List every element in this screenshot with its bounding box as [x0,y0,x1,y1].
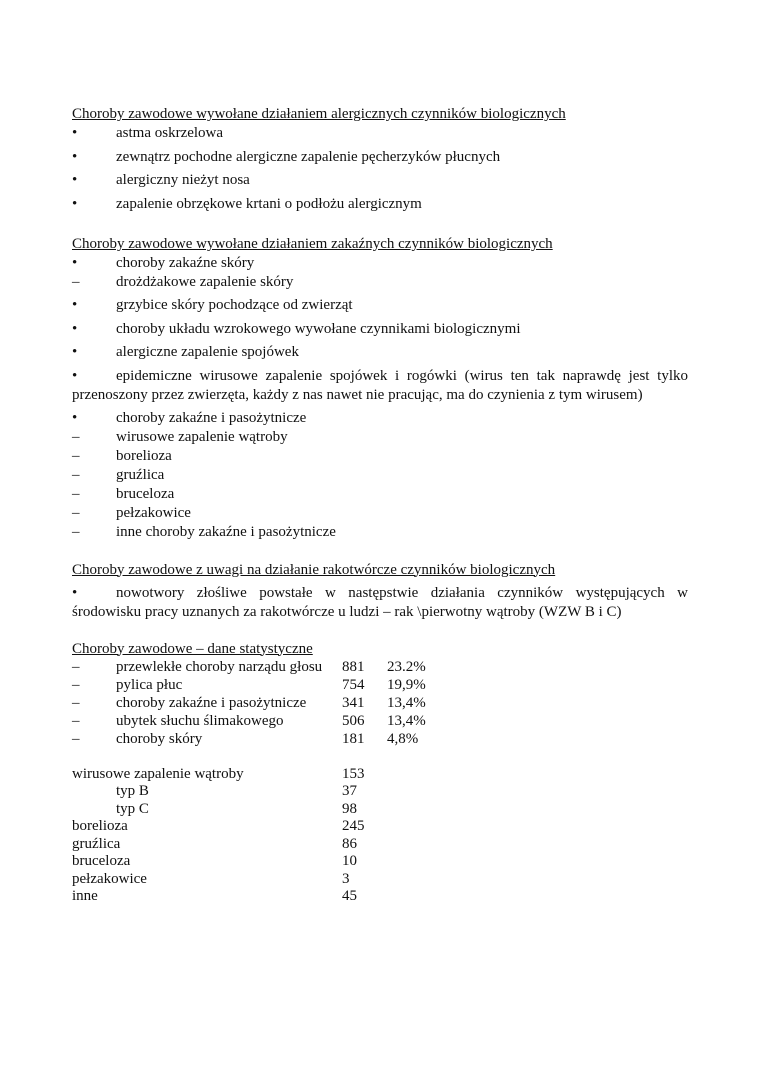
list-item [72,124,688,143]
stats-count: 506 [342,712,365,729]
list-item-text: drożdżakowe zapalenie skóry [116,274,294,290]
count-label: wirusowe zapalenie wątroby [72,765,244,782]
list-item [72,447,688,466]
count-value: 86 [342,835,357,852]
list-item [72,171,688,190]
bullet-mark: – [72,694,80,711]
bullet-mark: • [72,172,78,188]
list-item-text: alergiczne zapalenie spojówek [116,344,299,360]
stats-percent: 13,4% [387,694,426,711]
paragraph-text: epidemiczne wirusowe zapalenie spojówek i rogówki (wirus ten tak naprawdę jest tylko przenoszony przez zwierzęta, każdy z nas nawet nie pracując, ma do czynienia z tym wirusem) [72,367,688,403]
section-heading-allergic: Choroby zawodowe wywołane działaniem alergicznych czynników biologicznych [72,106,566,122]
count-label: typ B [116,783,149,799]
list-item [72,148,688,167]
count-row [72,871,688,889]
list-item [72,466,688,485]
stats-heading: Choroby zawodowe – dane statystyczne [72,640,313,657]
list-item-text: gruźlica [116,466,165,483]
list-item [72,296,688,315]
counts-table [72,766,688,906]
list-item-text: alergiczny nieżyt nosa [116,172,250,188]
stats-count: 181 [342,730,365,747]
list-item-text: bruceloza [116,485,175,502]
bullet-mark: • [72,367,78,384]
list-item [72,428,688,447]
stats-label: choroby zakaźne i pasożytnicze [116,694,307,711]
list-item-text: grzybice skóry pochodzące od zwierząt [116,297,353,313]
bullet-mark: – [72,485,80,502]
list-item-text: zewnątrz pochodne alergiczne zapalenie pęcherzyków płucnych [116,148,501,165]
carcinogenic-paragraph [72,584,688,622]
stats-percent: 19,9% [387,676,426,693]
count-value: 153 [342,765,365,782]
bullet-mark: • [72,255,78,271]
stats-label: pylica płuc [116,676,183,693]
stats-row [72,676,688,694]
bullet-mark: • [72,584,78,601]
count-row [72,783,688,801]
stats-row [72,694,688,712]
list-item-text: borelioza [116,447,172,464]
count-value: 10 [342,853,357,869]
bullet-mark: – [72,658,80,675]
bullet-mark: – [72,274,80,290]
list-item [72,195,688,214]
count-value: 245 [342,818,365,834]
infectious-skin-list [72,254,688,292]
list-item [72,504,688,523]
count-value: 98 [342,800,357,817]
stats-label: ubytek słuchu ślimakowego [116,712,284,729]
bullet-mark: • [72,409,78,426]
list-item [72,485,688,504]
count-row [72,853,688,871]
stats-label: choroby skóry [116,730,203,747]
paragraph-text: nowotwory złośliwe powstałe w następstwie działania czynników występujących w środowisku pracy uznanych za rakotwórcze u ludzi – rak \pierwotny wątroby (WZW B i C) [72,584,688,620]
stats-percent: 13,4% [387,712,426,729]
bullet-mark: • [72,344,78,360]
stats-count: 754 [342,676,365,693]
list-item-text: inne choroby zakaźne i pasożytnicze [116,523,336,540]
bullet-mark: • [72,148,78,165]
stats-percent: 23.2% [387,658,426,675]
stats-table [72,658,688,748]
count-label: typ C [116,800,149,817]
parasitic-diseases-list [72,409,688,542]
infectious-diseases-list [72,296,688,362]
bullet-mark: – [72,428,80,445]
list-item-text: wirusowe zapalenie wątroby [116,428,288,445]
epidemic-conjunctivitis-paragraph [72,367,688,405]
count-label: inne [72,888,98,904]
bullet-mark: • [72,125,78,141]
allergic-diseases-list [72,124,688,214]
count-label: gruźlica [72,835,121,852]
count-label: borelioza [72,818,128,834]
count-value: 37 [342,783,357,799]
list-item [72,523,688,542]
list-item-text: astma oskrzelowa [116,125,224,141]
list-item [72,343,688,362]
section-heading-carcinogenic: Choroby zawodowe z uwagi na działanie rakotwórcze czynników biologicznych [72,561,556,578]
count-row [72,801,688,819]
stats-row [72,730,688,748]
bullet-mark: – [72,730,80,747]
stats-count: 881 [342,658,365,675]
count-label: pełzakowice [72,870,147,887]
stats-count: 341 [342,694,365,711]
list-item-text: zapalenie obrzękowe krtani o podłożu alergicznym [116,195,422,212]
count-value: 45 [342,888,357,904]
count-row [72,888,688,906]
list-item [72,409,688,428]
stats-label: przewlekłe choroby narządu głosu [116,658,323,675]
stats-row [72,658,688,676]
bullet-mark: • [72,297,78,313]
count-value: 3 [342,870,350,887]
bullet-mark: – [72,504,80,521]
bullet-mark: – [72,676,80,693]
list-item [72,273,688,292]
bullet-mark: – [72,523,80,540]
document-page [72,104,688,906]
count-row [72,836,688,854]
bullet-mark: – [72,466,80,483]
bullet-mark: • [72,195,78,212]
count-label: bruceloza [72,853,131,869]
count-row [72,818,688,836]
list-item-text: choroby zakaźne skóry [116,255,255,271]
list-item [72,320,688,339]
list-item [72,254,688,273]
stats-row [72,712,688,730]
bullet-mark: – [72,447,80,464]
list-item-text: pełzakowice [116,504,191,521]
bullet-mark: – [72,712,80,729]
section-heading-infectious: Choroby zawodowe wywołane działaniem zakaźnych czynników biologicznych [72,236,553,252]
count-row [72,766,688,784]
list-item-text: choroby układu wzrokowego wywołane czynnikami biologicznymi [116,320,521,337]
list-item-text: choroby zakaźne i pasożytnicze [116,409,307,426]
bullet-mark: • [72,320,78,337]
stats-percent: 4,8% [387,730,419,747]
